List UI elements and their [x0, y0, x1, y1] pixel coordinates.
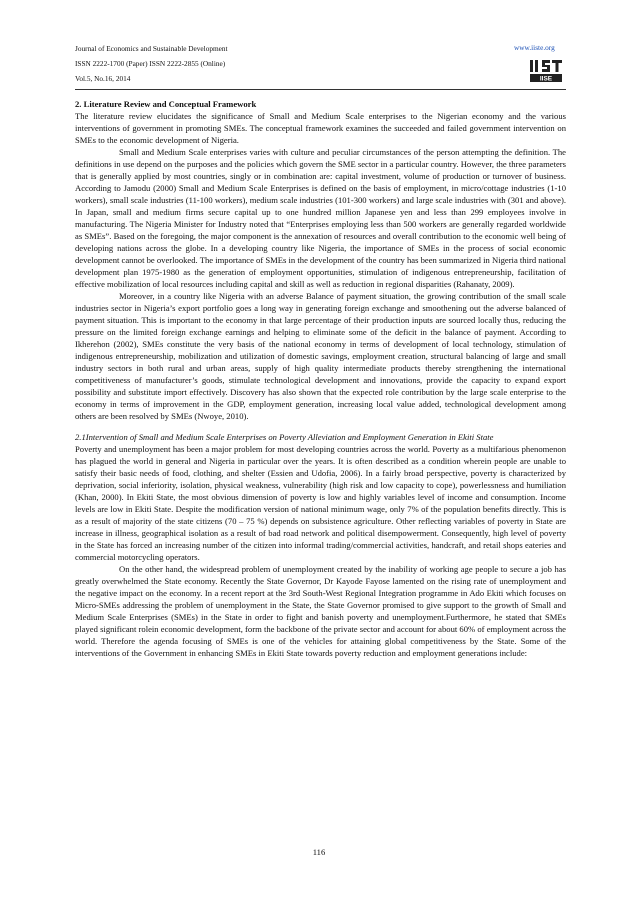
- journal-header: [75, 41, 566, 86]
- page-number: 116: [312, 847, 326, 857]
- paragraph: On the other hand, the widespread problem of unemployment created by the inability of working age people to secure a job has greatly overwhelmed the State economy. Recently the State Governor, Dr Kayode Fayose lamented on the rising rate of unemployment and the negative impact on the economy. In a recent report at the 3rd South-West Regional Integration programme in Ado Ekiti which focuses on Micro-SMEs addressing the problem of unemployment in the State, the State Governor promised to give support to the growth of Small and Medium Scale Enterprises (SMEs) in the State in order to fight and banish poverty and unemployment.Furthermore, he stated that SMEs played significant rolein economic development, form the backbone of the private sector and account for about 60% of employment across the world. Therefore the agenda focusing of SMEs is one of the vehicles for attaining global competitiveness by the State. Some of the interventions of the Government in enhancing SMEs in Ekiti State towards poverty reduction and employment generations include:: [75, 564, 566, 658]
- section-heading: 2. Literature Review and Conceptual Framework: [75, 99, 257, 109]
- subsection-heading: 2.1Intervention of Small and Medium Scale Enterprises on Poverty Alleviation and Employment Generation in Ekiti State: [75, 432, 494, 442]
- iiste-logo: [528, 58, 564, 84]
- volume-line: Vol.5, No.16, 2014: [75, 74, 131, 83]
- header-divider: [75, 89, 566, 90]
- journal-title: Journal of Economics and Sustainable Development: [75, 44, 228, 53]
- paragraph: Small and Medium Scale enterprises varies with culture and peculiar circumstances of the person attempting the definition. The definitions in use depend on the purposes and the policies which govern the SME sector in a particular country. However, the three parameters that is generally applied by most countries, singly or in combination are: capital investment, volume of production or turnover of business. According to Jamodu (2000) Small and Medium Scale Enterprises is defined on the basis of employment, in micro/cottage industries (1-10 workers), small scale industries (11-100 workers), medium scale industries (101-300 workers) and large scale industries with (301 and above). In Japan, small and medium firms secure capital up to one hundred million Japanese yen and less than 299 employees involve in manufacturing. The Nigeria Minister for Industry noted that “Enterprises employing less than 500 workers are generally regarded worldwide as SMEs”. Based on the foregoing, the major component is the annexation of resources and overall contribution to the economic well being of developing nations across the globe. In a developing country like Nigeria, the importance of SMEs in the process of social economic development cannot be overlooked. The importance of SMEs in the development of the country has been summarized in Nigeria third national development plan 1975-1980 as the generation of employment opportunities, stimulation of indigenous entrepreneurship, facilitation of effective mobilization of local resources including capital and skill as well as reduction in regional disparities (Rahanaty, 2009).: [75, 147, 566, 289]
- paragraph: The literature review elucidates the significance of Small and Medium Scale enterprises to the Nigerian economy and the various interventions of government in promoting SMEs. The conceptual framework examines the succeeded and failed government intervention on SMEs to the economic development of Nigeria.: [75, 111, 566, 145]
- paragraph: Poverty and unemployment has been a major problem for most developing countries across the world. Poverty as a multifarious phenomenon has plagued the world in general and Nigeria in particular over the years. It is often described as a condition wherein people are unable to satisfy their basic needs of food, clothing, and shelter (Essien and Udofia, 2006). In a fairly broad perspective, poverty is characterized by deprivation, social inferiority, isolation, physical weakness, vulnerability (high risk and low capacity to cope), powerlessness and humiliation (Khan, 2000). In Ekiti State, the most obvious dimension of poverty is low and highly variables level of income and consumption. Income levels are low in Ekiti State. Despite the modification version of national minimum wage, only 7% of the population benefits directly. This is as a result of majority of the state citizens (70 – 75 %) depends on subsistence agriculture. Other reflecting variables of poverty in State are increase in illness, geographical isolation as a result of bad road network and political disempowerment. Consequently, high level of poverty in the State has forced an increasing number of the citizen into informal trading/commercial activities, handcraft, and retail shops eateries and commercial motorcycling operators.: [75, 444, 566, 562]
- logo-text: IISE: [539, 75, 553, 83]
- article-body: [75, 98, 566, 659]
- journal-url-link[interactable]: www.iiste.org: [514, 43, 555, 52]
- issn-line: ISSN 2222-1700 (Paper) ISSN 2222-2855 (Online): [75, 59, 226, 68]
- paragraph: Moreover, in a country like Nigeria with an adverse Balance of payment situation, the growing contribution of the small scale industries sector in Nigeria’s export portfolio goes a long way in generating foreign exchange and smoothening out the adverse balanced of payment situation. This is important to the economy in that large percentage of their production inputs are sourced locally thus, reducing the pressure on the limited foreign exchange earnings and helping to eliminate some of the deficit in the balance of payment. According to Ikherehon (2002), SMEs constitute the very basis of the national economy in terms of development of local technology, stimulation of indigenous entrepreneurship, mobilization and utilization of domestic savings, employment creation, structural balancing of large and small industry sectors in both rural and urban areas, supply of high quality intermediate products thereby strengthening the international competitiveness of manufacturer’s goods, stimulate technological development and innovations, provide the capacity to expand export possibility and substitute import effectively. Discovery has also shown that the expected role contribution by the large scale enterprise to the economy in terms of improvement in the GDP, employment generation, increasing local value added, technological development among others are been resolved by SMEs (Nwoye, 2010).: [75, 291, 566, 421]
